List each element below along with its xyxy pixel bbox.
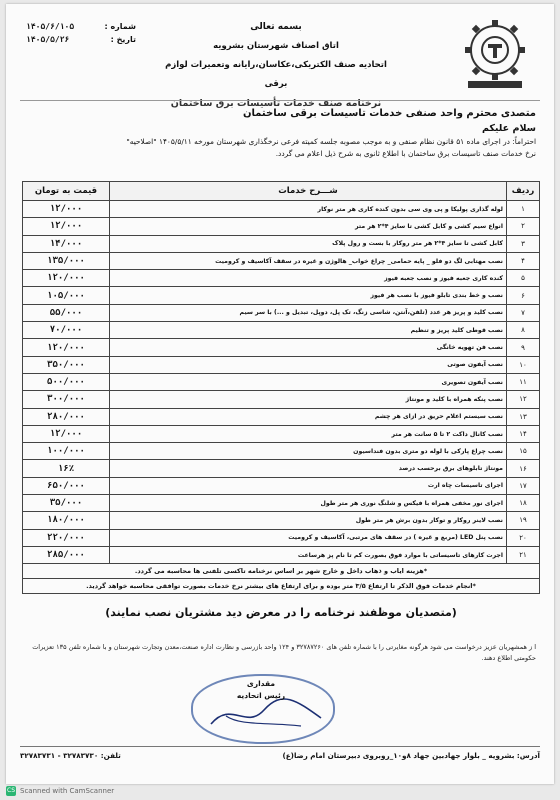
row-service: نصب آیفون تصویری xyxy=(110,373,507,390)
watermark-text: Scanned with CamScanner xyxy=(20,787,115,795)
row-service: نصب چراغ پارکی با لوله دو متری بدون فنداسیون xyxy=(110,443,507,460)
table-row xyxy=(23,425,540,442)
row-price: ۱۲۰/۰۰۰ xyxy=(23,270,110,287)
row-price: ۲۸۵/۰۰۰ xyxy=(23,546,110,563)
row-price: ۵۵/۰۰۰ xyxy=(23,304,110,321)
table-row xyxy=(23,408,540,425)
bismillah: بسمه تعالی xyxy=(250,22,302,32)
doc-number-label: شماره : xyxy=(104,22,136,31)
letterhead xyxy=(156,18,396,113)
addressee: متصدی محترم واحد صنفی خدمات تاسیسات برقی ساختمان xyxy=(242,108,536,119)
row-index: ۱۶ xyxy=(507,460,540,477)
row-index: ۱۷ xyxy=(507,477,540,494)
table-row xyxy=(23,391,540,408)
row-index: ۱۴ xyxy=(507,425,540,442)
note-height-limit: *انجام خدمات فوق الذکر تا ارتفاع ۳/۵ متر بوده و برای ارتفاع های بیشتر نرخ خدمات بصورت توافقی محاسبه خواهد گردید. xyxy=(23,579,540,594)
row-price: ۱۸۰/۰۰۰ xyxy=(23,512,110,529)
row-index: ۱۰ xyxy=(507,356,540,373)
table-row xyxy=(23,443,540,460)
intro-block xyxy=(24,106,536,160)
row-index: ۷ xyxy=(507,304,540,321)
table-row xyxy=(23,218,540,235)
doc-number: ۱۴۰۵/۶/۱۰۵ xyxy=(26,22,75,31)
price-table xyxy=(22,181,540,594)
header-price: قیمت به تومان xyxy=(23,182,110,201)
row-price: ۱۲۰/۰۰۰ xyxy=(23,339,110,356)
intro-paragraph-2: نرخ خدمات صنف تاسیسات برق ساختمان با اطلاع ثانوی به شرح ذیل اعلام می گردد. xyxy=(275,149,536,158)
row-index: ۱۳ xyxy=(507,408,540,425)
row-service: اجرت کارهای تاسیساتی با موارد فوق بصورت کم تا نام پز هرساعت xyxy=(110,546,507,563)
table-row xyxy=(23,373,540,390)
intro-paragraph-1: احتراماً: در اجرای ماده ۵۱ قانون نظام صنفی و به موجب مصوبه جلسه کمیته فرعی نرخگذاری شهرستان مورخه ۱۴۰۵/۵/۱۱ "اصلاحیه" xyxy=(126,137,536,146)
table-row xyxy=(23,477,540,494)
footer-address: آدرس: بشرویه _ بلوار جهادبین جهاد ۸و۱۰_روبروی دبیرستان امام رضا(ع) xyxy=(282,751,540,760)
table-row xyxy=(23,339,540,356)
union-logo-icon xyxy=(462,18,528,90)
row-price: ۶۵۰/۰۰۰ xyxy=(23,477,110,494)
greeting: سلام علیکم xyxy=(481,123,536,134)
footer-phone: تلفن: ۳۲۷۸۳۷۳۰ - ۳۲۷۸۳۷۳۱ xyxy=(20,751,121,760)
row-price: ۷۰/۰۰۰ xyxy=(23,322,110,339)
row-index: ۱۹ xyxy=(507,512,540,529)
table-row xyxy=(23,252,540,269)
table-row xyxy=(23,201,540,218)
row-service: انواع سیم کشی و کابل کشی تا سایز ۴*۲ هر متر xyxy=(110,218,507,235)
row-index: ۳ xyxy=(507,235,540,252)
row-index: ۱۲ xyxy=(507,391,540,408)
row-index: ۱۵ xyxy=(507,443,540,460)
table-row xyxy=(23,495,540,512)
row-service: اجرای نور مخفی همراه با فیکس و شلنگ نوری هر متر طول xyxy=(110,495,507,512)
header-divider xyxy=(20,100,540,101)
row-price: ۱۶٪ xyxy=(23,460,110,477)
row-service: کنده کاری جعبه فیوز و نصب جعبه فیوز xyxy=(110,270,507,287)
table-row xyxy=(23,460,540,477)
camscanner-icon: CS xyxy=(7,787,15,794)
row-price: ۱۴/۰۰۰ xyxy=(23,235,110,252)
row-service: نصب کلید و پریز هر عدد (تلفن،آنتن، شاسی زنگ، تک پل، دوپل، تبدیل و ...) با سر سیم xyxy=(110,304,507,321)
row-price: ۱۲/۰۰۰ xyxy=(23,425,110,442)
table-row xyxy=(23,287,540,304)
row-price: ۳۰۰/۰۰۰ xyxy=(23,391,110,408)
row-service: نصب و خط بندی تابلو فیوز با نصب هر فیوز xyxy=(110,287,507,304)
table-row xyxy=(23,304,540,321)
row-service: نصب لاینر روکار و توکار بدون برش هر متر طول xyxy=(110,512,507,529)
camscanner-watermark xyxy=(6,786,114,796)
table-note-row xyxy=(23,579,540,594)
row-price: ۲۲۰/۰۰۰ xyxy=(23,529,110,546)
table-row xyxy=(23,235,540,252)
row-service: نصب سیستم اعلام حریق در ازای هر چشم xyxy=(110,408,507,425)
row-price: ۵۰۰/۰۰۰ xyxy=(23,373,110,390)
header-index: ردیف xyxy=(507,182,540,201)
row-price: ۱۲/۰۰۰ xyxy=(23,201,110,218)
row-index: ۹ xyxy=(507,339,540,356)
row-service: نصب آیفون صوتی xyxy=(110,356,507,373)
row-service: نصب فن تهویه خانگی xyxy=(110,339,507,356)
row-index: ۲ xyxy=(507,218,540,235)
union-name: اتحادیه صنف الکتریکی،عکاسان،رایانه وتعمیرات لوازم برقی xyxy=(165,60,387,89)
document-sheet xyxy=(6,4,554,784)
row-index: ۵ xyxy=(507,270,540,287)
row-price: ۱۰۰/۰۰۰ xyxy=(23,443,110,460)
row-service: مونتاژ تابلوهای برق برحسب درصد xyxy=(110,460,507,477)
signatory-title: رئیس اتحادیه xyxy=(236,691,286,700)
row-price: ۳۵۰/۰۰۰ xyxy=(23,356,110,373)
table-header-row xyxy=(23,182,540,201)
signatory-name: مقداری xyxy=(246,679,276,688)
table-row xyxy=(23,356,540,373)
row-price: ۱۲/۰۰۰ xyxy=(23,218,110,235)
row-service: نصب پنل LED (مربع و غیره ) در سقف های مرتبی، آکاسیف و کرومیت xyxy=(110,529,507,546)
chamber-name: اتاق اصناف شهرستان بشرویه xyxy=(213,41,339,51)
table-row xyxy=(23,270,540,287)
row-index: ۶ xyxy=(507,287,540,304)
note-travel-cost: *هزینه ایاب و ذهاب داخل و خارج شهر بر اساس نرخنامه تاکسی تلفنی ها محاسبه می گردد. xyxy=(23,564,540,579)
signature-block xyxy=(196,678,326,702)
row-index: ۲۰ xyxy=(507,529,540,546)
row-service: کابل کشی تا سایز ۴*۲ هر متر روکار با بست و رول پلاک xyxy=(110,235,507,252)
row-service: نصب قوطی کلید پریز و تنظیم xyxy=(110,322,507,339)
doc-date: ۱۴۰۵/۵/۲۶ xyxy=(26,35,70,44)
row-price: ۳۵/۰۰۰ xyxy=(23,495,110,512)
table-row xyxy=(23,512,540,529)
document-info xyxy=(26,20,136,46)
row-index: ۱۱ xyxy=(507,373,540,390)
row-index: ۱۸ xyxy=(507,495,540,512)
row-service: نصب کانال داکت ۲ تا ۵ سانت هر متر xyxy=(110,425,507,442)
complaints-paragraph: ا ز همشهریان عزیز درخواست می شود هرگونه مغایرتی را با شماره تلفن های ۳۲۷۸۷۲۶۰ و ۱۲۴ واحد بازرسی و نظارت اداره صنعت،معدن وتجارت شهرستان و با شماره تلفن ۱۳۵ تعزیرات حکومتی اطلاع دهند. xyxy=(32,643,536,662)
header-service: شـــرح خدمات xyxy=(110,182,507,201)
row-service: نصب پنکه همراه با کلید و مونتاژ xyxy=(110,391,507,408)
row-price: ۱۳۵/۰۰۰ xyxy=(23,252,110,269)
row-price: ۲۸۰/۰۰۰ xyxy=(23,408,110,425)
table-row xyxy=(23,546,540,563)
row-index: ۴ xyxy=(507,252,540,269)
row-index: ۲۱ xyxy=(507,546,540,563)
row-service: لوله گذاری پولیکا و پی وی سی بدون کنده کاری هر متر نوکار xyxy=(110,201,507,218)
price-list-title: نرخنامه صنف خدمات تأسیسات برق ساختمان xyxy=(170,98,382,109)
date-label: تاریخ : xyxy=(110,35,136,44)
footer xyxy=(20,746,540,760)
row-index: ۱ xyxy=(507,201,540,218)
row-index: ۸ xyxy=(507,322,540,339)
display-notice: (متصدیان موظفند نرخنامه را در معرض دید مشتریان نصب نمایند) xyxy=(105,606,457,619)
table-note-row xyxy=(23,564,540,579)
row-service: نصب مهتابی لگ دو فلو _ پایه حمامی_ چراغ خواب_ هالوژن و غیره در سقف آکاسیف و کرومیت xyxy=(110,252,507,269)
table-row xyxy=(23,529,540,546)
row-price: ۱۰۵/۰۰۰ xyxy=(23,287,110,304)
table-row xyxy=(23,322,540,339)
row-service: اجرای تاسیسات چاه ارت xyxy=(110,477,507,494)
